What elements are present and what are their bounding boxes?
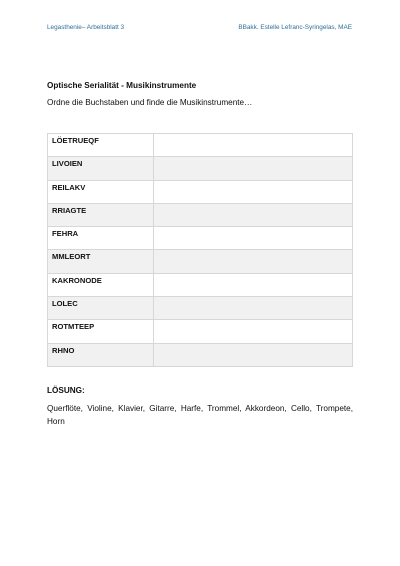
table-row [48, 203, 353, 226]
answer-cell[interactable] [154, 203, 353, 226]
answer-cell[interactable] [154, 134, 353, 157]
table-row [48, 227, 353, 250]
instruction-text: Ordne die Buchstaben und finde die Musikinstrumente… [47, 98, 253, 107]
answer-cell[interactable] [154, 227, 353, 250]
answer-cell[interactable] [154, 180, 353, 203]
table-row [48, 273, 353, 296]
scrambled-word: RRIAGTE [48, 203, 154, 226]
answer-cell[interactable] [154, 157, 353, 180]
solution-heading: LÖSUNG: [47, 386, 85, 395]
table-row [48, 297, 353, 320]
answer-cell[interactable] [154, 250, 353, 273]
answer-cell[interactable] [154, 320, 353, 343]
worksheet-title: Optische Serialität - Musikinstrumente [47, 81, 197, 90]
answer-cell[interactable] [154, 297, 353, 320]
scrambled-word: REILAKV [48, 180, 154, 203]
solution-text: Querflöte, Violine, Klavier, Gitarre, Harfe, Trommel, Akkordeon, Cello, Trompete, Horn [47, 404, 353, 426]
scrambled-word: MMLEORT [48, 250, 154, 273]
page-header [47, 24, 352, 31]
scrambled-word: LÖETRUEQF [48, 134, 154, 157]
scrambled-word: FEHRA [48, 227, 154, 250]
header-left-text: Legasthenie– Arbeitsblatt 3 [47, 24, 125, 31]
table-row [48, 180, 353, 203]
scrambled-word: RHNO [48, 343, 154, 366]
header-right-text: BBakk. Estelle Lefranc-Syringelas, MAE [238, 24, 352, 31]
table-row [48, 343, 353, 366]
table-row [48, 250, 353, 273]
scrambled-word: ROTMTEEP [48, 320, 154, 343]
answer-cell[interactable] [154, 343, 353, 366]
scrambled-word: LOLEC [48, 297, 154, 320]
table-row [48, 320, 353, 343]
table-row [48, 157, 353, 180]
scrambled-word: LIVOIEN [48, 157, 154, 180]
scrambled-word: KAKRONODE [48, 273, 154, 296]
answer-cell[interactable] [154, 273, 353, 296]
table-row [48, 134, 353, 157]
scrambled-words-table [47, 133, 353, 367]
